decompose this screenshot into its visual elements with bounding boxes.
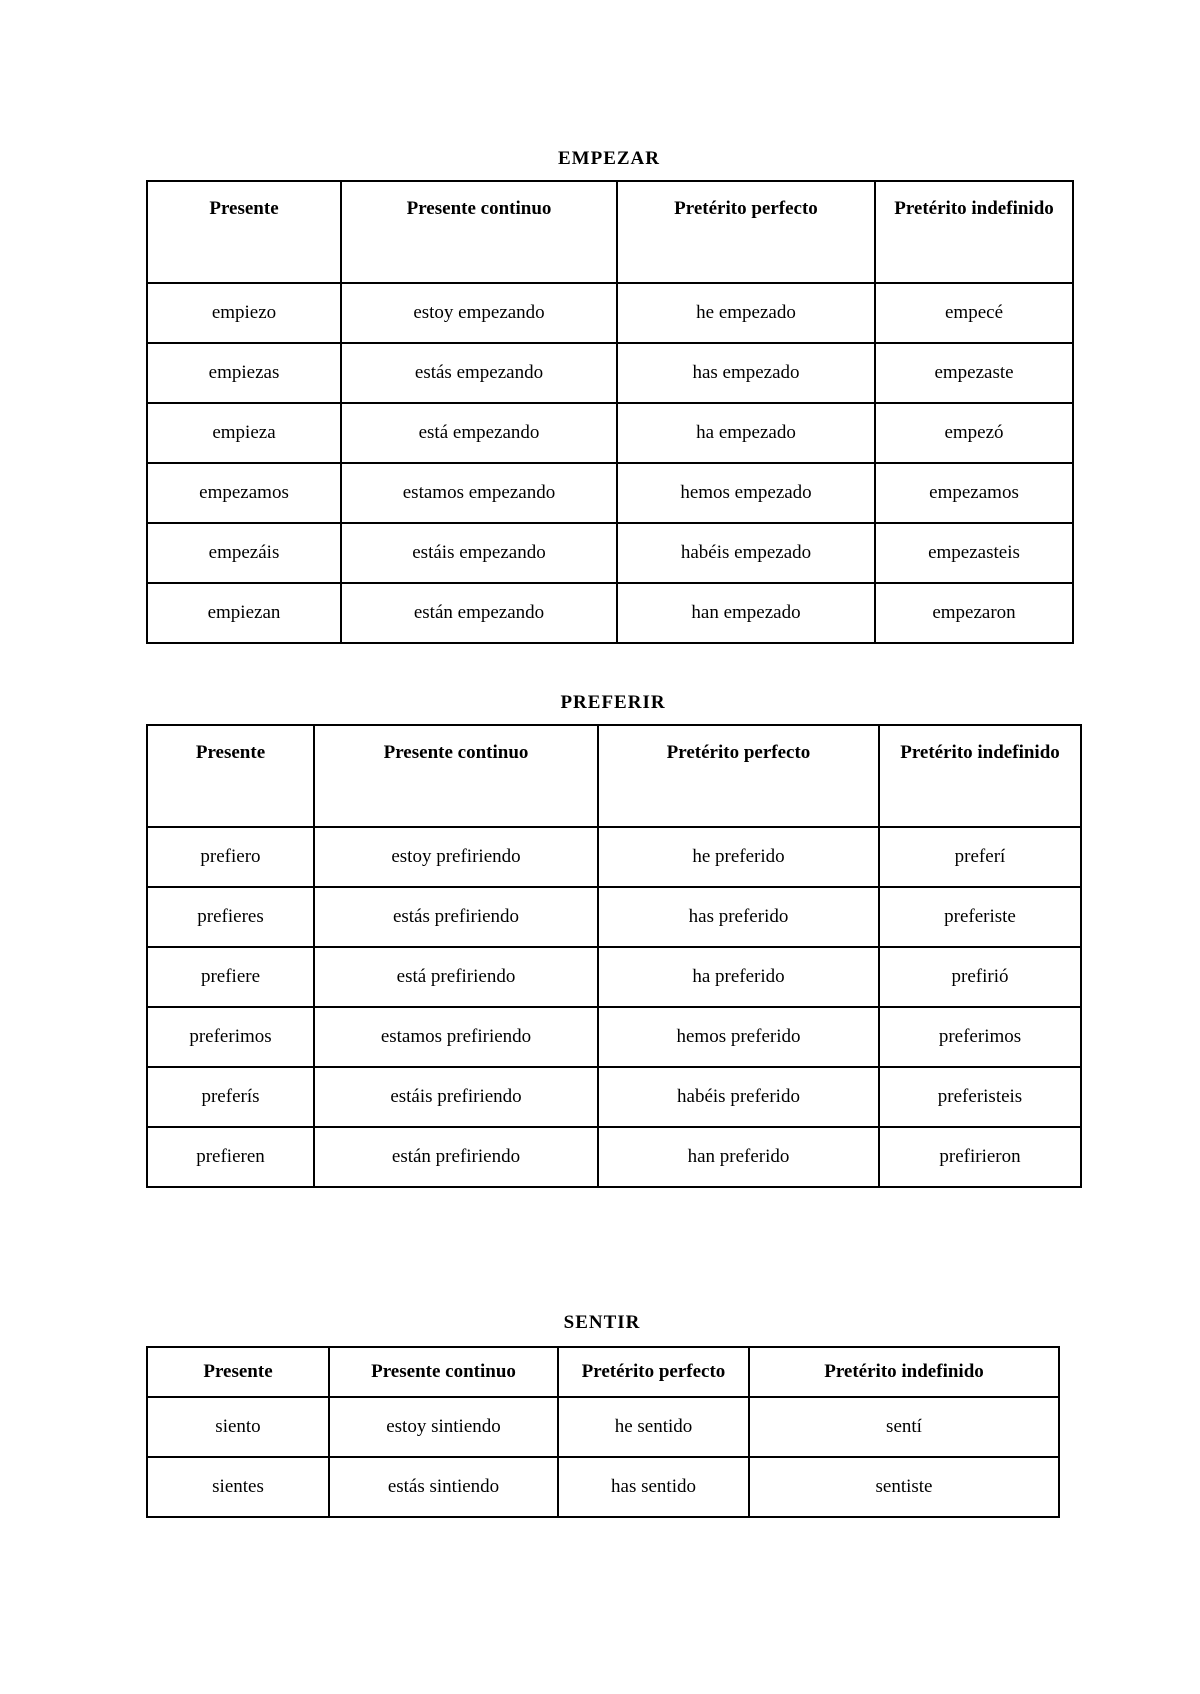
table-cell: habéis empezado (617, 523, 875, 583)
table-cell: estás sintiendo (329, 1457, 558, 1517)
table-row (147, 283, 1073, 343)
table-row (147, 947, 1081, 1007)
verb-title: PREFERIR (560, 692, 666, 713)
table-cell: estamos prefiriendo (314, 1007, 598, 1067)
column-header: Presente continuo (314, 725, 598, 827)
table-cell: han empezado (617, 583, 875, 643)
table-cell: ha empezado (617, 403, 875, 463)
table-cell: empezamos (147, 463, 341, 523)
table-cell: está prefiriendo (314, 947, 598, 1007)
column-header: Presente continuo (341, 181, 617, 283)
table-row (147, 1067, 1081, 1127)
table-row (147, 583, 1073, 643)
table-cell: sentiste (749, 1457, 1059, 1517)
table-cell: empieza (147, 403, 341, 463)
table-cell: estoy sintiendo (329, 1397, 558, 1457)
table-cell: habéis preferido (598, 1067, 879, 1127)
header-row (147, 181, 1073, 283)
column-header: Pretérito perfecto (558, 1347, 749, 1397)
table-cell: sientes (147, 1457, 329, 1517)
table-row (147, 1457, 1059, 1517)
table-cell: ha preferido (598, 947, 879, 1007)
table-cell: empezaron (875, 583, 1073, 643)
table-cell: prefieres (147, 887, 314, 947)
table-cell: estoy empezando (341, 283, 617, 343)
table-cell: has preferido (598, 887, 879, 947)
table-row (147, 1127, 1081, 1187)
table-cell: estáis prefiriendo (314, 1067, 598, 1127)
column-header: Presente (147, 725, 314, 827)
table-cell: empezamos (875, 463, 1073, 523)
conjugation-table (146, 724, 1082, 1188)
conjugation-table (146, 180, 1074, 644)
table-cell: empezó (875, 403, 1073, 463)
table-cell: preferí (879, 827, 1081, 887)
table-cell: empecé (875, 283, 1073, 343)
table-cell: empiezan (147, 583, 341, 643)
table-cell: estás prefiriendo (314, 887, 598, 947)
table-row (147, 463, 1073, 523)
table-cell: he empezado (617, 283, 875, 343)
table-row (147, 1397, 1059, 1457)
table-cell: estoy prefiriendo (314, 827, 598, 887)
table-cell: siento (147, 1397, 329, 1457)
header-row (147, 1347, 1059, 1397)
table-cell: sentí (749, 1397, 1059, 1457)
table-cell: han preferido (598, 1127, 879, 1187)
column-header: Pretérito perfecto (617, 181, 875, 283)
table-cell: están prefiriendo (314, 1127, 598, 1187)
table-row (147, 827, 1081, 887)
table-cell: hemos empezado (617, 463, 875, 523)
table-cell: estamos empezando (341, 463, 617, 523)
table-cell: están empezando (341, 583, 617, 643)
header-row (147, 725, 1081, 827)
table-cell: preferisteis (879, 1067, 1081, 1127)
table-cell: preferís (147, 1067, 314, 1127)
table-row (147, 1007, 1081, 1067)
verb-title: SENTIR (563, 1312, 641, 1333)
table-cell: preferiste (879, 887, 1081, 947)
table-cell: has empezado (617, 343, 875, 403)
table-cell: empezáis (147, 523, 341, 583)
table-cell: empezasteis (875, 523, 1073, 583)
table-cell: empiezo (147, 283, 341, 343)
column-header: Pretérito perfecto (598, 725, 879, 827)
table-row (147, 343, 1073, 403)
table-cell: prefirieron (879, 1127, 1081, 1187)
column-header: Presente (147, 1347, 329, 1397)
table-cell: empiezas (147, 343, 341, 403)
table-cell: preferimos (879, 1007, 1081, 1067)
table-cell: he preferido (598, 827, 879, 887)
table-row (147, 403, 1073, 463)
table-cell: prefiere (147, 947, 314, 1007)
column-header: Presente continuo (329, 1347, 558, 1397)
table-row (147, 523, 1073, 583)
table-cell: preferimos (147, 1007, 314, 1067)
column-header: Pretérito indefinido (749, 1347, 1059, 1397)
table-cell: has sentido (558, 1457, 749, 1517)
table-cell: estás empezando (341, 343, 617, 403)
table-row (147, 887, 1081, 947)
column-header: Presente (147, 181, 341, 283)
conjugation-table (146, 1346, 1060, 1518)
column-header: Pretérito indefinido (879, 725, 1081, 827)
verb-title: EMPEZAR (558, 148, 660, 169)
table-cell: prefiero (147, 827, 314, 887)
table-cell: está empezando (341, 403, 617, 463)
table-cell: he sentido (558, 1397, 749, 1457)
column-header: Pretérito indefinido (875, 181, 1073, 283)
table-cell: prefirió (879, 947, 1081, 1007)
table-cell: empezaste (875, 343, 1073, 403)
table-cell: hemos preferido (598, 1007, 879, 1067)
table-cell: estáis empezando (341, 523, 617, 583)
table-cell: prefieren (147, 1127, 314, 1187)
